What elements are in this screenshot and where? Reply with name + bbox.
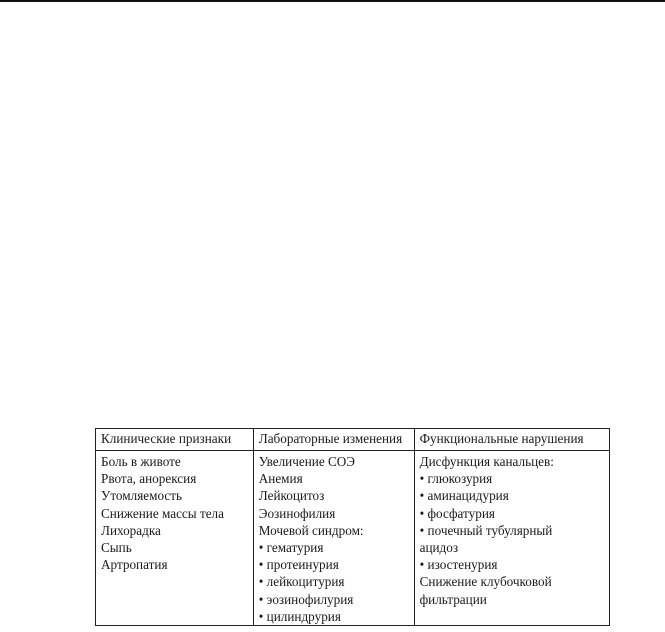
clinical-sign-item: Рвота, анорексия	[101, 471, 197, 487]
table-row	[96, 451, 610, 626]
clinical-sign-item: Снижение массы тела	[101, 505, 224, 521]
table-header	[96, 429, 610, 451]
cell-lab-changes	[253, 451, 414, 626]
lab-change-item: Увеличение СОЭ	[258, 454, 356, 469]
lab-change-item: • цилиндрурия	[258, 608, 341, 624]
lab-change-item: • лейкоцитурия	[258, 574, 345, 590]
lab-change-item: • эозинофилурия	[258, 591, 354, 607]
functional-disorder-item: • почечный тубулярный	[419, 522, 553, 538]
page-top-rule	[0, 0, 665, 2]
functional-disorder-item: • глюкозурия	[419, 471, 493, 487]
lab-change-item: Анемия	[258, 471, 303, 487]
table-body	[96, 451, 610, 626]
lab-change-item: Эозинофилия	[258, 505, 336, 521]
lab-change-item: • протеинурия	[258, 557, 339, 573]
symptoms-table	[95, 428, 610, 626]
lab-change-item: Лейкоцитоз	[258, 488, 325, 504]
functional-disorder-item: • аминацидурия	[419, 488, 509, 504]
functional-disorder-item: фильтрации	[419, 591, 487, 607]
functional-disorder-item: ацидоз	[419, 540, 459, 556]
header-functional-disorders: Функциональные нарушения	[414, 429, 609, 451]
lab-change-item: • гематурия	[258, 540, 324, 556]
cell-clinical-signs	[96, 451, 254, 626]
clinical-sign-item: Артропатия	[101, 557, 168, 573]
header-clinical-signs: Клинические признаки	[96, 429, 254, 451]
table-header-row	[96, 429, 610, 451]
header-lab-changes: Лабораторные изменения	[253, 429, 414, 451]
functional-disorder-item: • фосфатурия	[419, 505, 495, 521]
cell-functional-disorders	[414, 451, 609, 626]
lab-change-item: Мочевой синдром:	[258, 522, 364, 538]
functional-disorder-item: • изостенурия	[419, 557, 498, 573]
functional-disorder-item: Дисфункция канальцев:	[419, 454, 554, 469]
clinical-sign-item: Сыпь	[101, 540, 132, 556]
clinical-sign-item: Боль в животе	[101, 454, 181, 469]
functional-disorder-item: Снижение клубочковой	[419, 574, 552, 590]
clinical-sign-item: Лихорадка	[101, 522, 161, 538]
clinical-sign-item: Утомляемость	[101, 488, 183, 504]
